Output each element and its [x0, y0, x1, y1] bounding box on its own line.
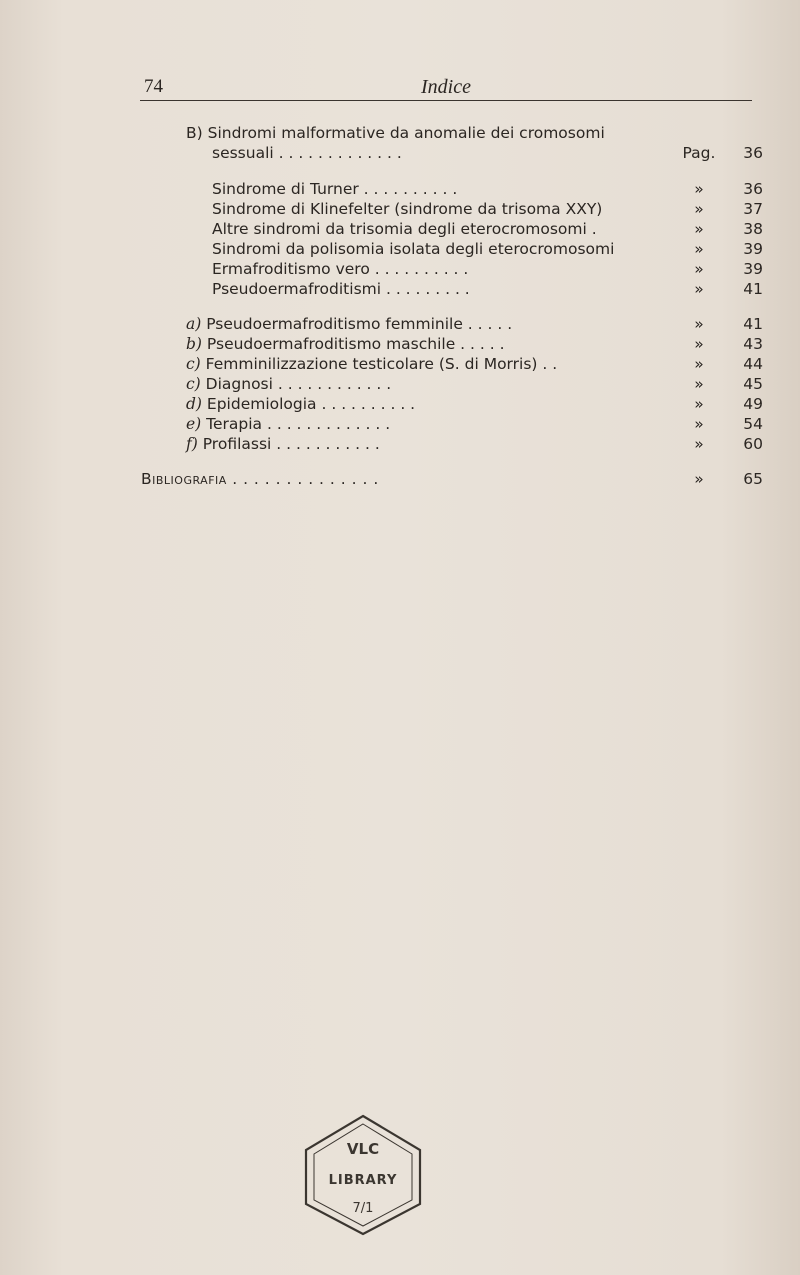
page-ref: 54	[743, 415, 763, 433]
entry-text: Pseudoermafroditismi . . . . . . . . .	[212, 280, 470, 298]
ditto-marker: »	[694, 415, 704, 433]
entry-text: Altre sindromi da trisomia degli eterocromosomi .	[212, 220, 597, 238]
ditto-marker: »	[694, 260, 704, 278]
ditto-marker: »	[694, 180, 704, 198]
subentry-label: d)	[186, 395, 202, 413]
page-number: 74	[144, 76, 163, 97]
library-stamp-icon	[300, 1112, 426, 1238]
toc-subentry	[0, 433, 800, 455]
toc-entry	[0, 238, 800, 260]
page-ref: 45	[743, 375, 763, 393]
entry-text: Sindromi da polisomia isolata degli eterocromosomi	[212, 240, 615, 258]
page-ref: 41	[743, 315, 763, 333]
stamp-middle-text: LIBRARY	[328, 1173, 398, 1188]
stamp-top-text: VLC	[346, 1140, 380, 1158]
bibliography-text: Bibliografia . . . . . . . . . . . . . .	[141, 470, 379, 488]
header-rule	[140, 100, 752, 101]
ditto-marker: »	[694, 315, 704, 333]
page-marker: Pag.	[682, 144, 716, 162]
ditto-marker: »	[694, 200, 704, 218]
page-ref: 38	[743, 220, 763, 238]
section-b-title	[0, 122, 800, 144]
subentry-label: e)	[186, 415, 202, 433]
page-header	[140, 74, 752, 102]
subentry-text: Terapia . . . . . . . . . . . . .	[206, 415, 391, 433]
section-b-title-line1: B) Sindromi malformative da anomalie dei cromosomi	[186, 124, 605, 142]
section-b-title-line2: sessuali . . . . . . . . . . . . .	[212, 144, 402, 162]
toc-subentry	[0, 393, 800, 415]
entry-text: Sindrome di Turner . . . . . . . . . .	[212, 180, 458, 198]
toc-subentry	[0, 313, 800, 335]
page-ref: 36	[743, 180, 763, 198]
page-ref: 44	[743, 355, 763, 373]
page-ref: 43	[743, 335, 763, 353]
page-ref: 60	[743, 435, 763, 453]
entry-text: Ermafroditismo vero . . . . . . . . . .	[212, 260, 469, 278]
subentry-label: f)	[186, 435, 198, 453]
toc-subentry	[0, 353, 800, 375]
subentry-text: Pseudoermafroditismo femminile . . . . .	[206, 315, 513, 333]
running-title: Indice	[421, 76, 471, 98]
ditto-marker: »	[694, 355, 704, 373]
page-ref: 39	[743, 260, 763, 278]
page-ref: 41	[743, 280, 763, 298]
subentry-label: b)	[186, 335, 202, 353]
toc-entry	[0, 258, 800, 280]
toc-entry	[0, 278, 800, 300]
page-ref: 39	[743, 240, 763, 258]
page-ref: 65	[743, 470, 763, 488]
ditto-marker: »	[694, 470, 704, 488]
subentry-label: a)	[186, 315, 202, 333]
toc-subentry	[0, 373, 800, 395]
ditto-marker: »	[694, 220, 704, 238]
subentry-text: Diagnosi . . . . . . . . . . . .	[205, 375, 392, 393]
toc-subentry	[0, 333, 800, 355]
bibliography-entry	[0, 468, 800, 490]
section-b-row	[0, 142, 800, 164]
subentry-label: c)	[186, 375, 201, 393]
toc-subentry	[0, 413, 800, 435]
subentry-label: c)	[186, 355, 201, 373]
entry-text: Sindrome di Klinefelter (sindrome da trisoma XXY)	[212, 200, 603, 218]
ditto-marker: »	[694, 375, 704, 393]
page-ref: 37	[743, 200, 763, 218]
subentry-text: Epidemiologia . . . . . . . . . .	[206, 395, 416, 413]
page-ref: 36	[743, 144, 763, 162]
toc-entry	[0, 218, 800, 240]
subentry-text: Profilassi . . . . . . . . . . .	[202, 435, 380, 453]
subentry-text: Pseudoermafroditismo maschile . . . . .	[206, 335, 505, 353]
ditto-marker: »	[694, 395, 704, 413]
stamp-bottom-text: 7/1	[352, 1201, 374, 1216]
ditto-marker: »	[694, 280, 704, 298]
ditto-marker: »	[694, 335, 704, 353]
ditto-marker: »	[694, 240, 704, 258]
toc-entry	[0, 178, 800, 200]
subentry-text: Femminilizzazione testicolare (S. di Morris) . .	[205, 355, 558, 373]
toc-entry	[0, 198, 800, 220]
page-ref: 49	[743, 395, 763, 413]
ditto-marker: »	[694, 435, 704, 453]
